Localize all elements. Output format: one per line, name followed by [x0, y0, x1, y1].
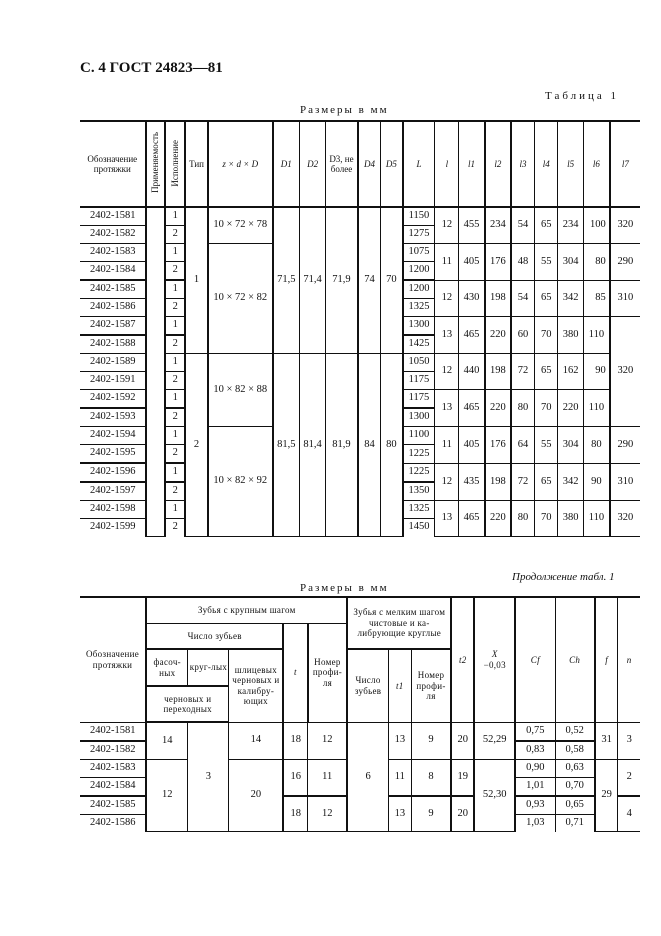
- l2-cell: 220: [485, 501, 511, 537]
- chamfer-cell: 12: [146, 759, 188, 832]
- header-t1: t1: [388, 649, 411, 722]
- profile-cell: 12: [308, 722, 348, 759]
- X-cell: 52,30: [474, 759, 515, 832]
- l-cell: 12: [435, 207, 459, 244]
- designation-cell: 2402-1589: [80, 354, 146, 372]
- header-D3: D3, не более: [326, 121, 358, 207]
- header-rough: черновых и переходных: [146, 686, 229, 722]
- l3-cell: 64: [511, 427, 535, 464]
- header-designation: Обозначение протяжки: [80, 121, 146, 207]
- type-cell: 1: [185, 207, 208, 354]
- l1-cell: 430: [459, 280, 485, 317]
- header-teeth-count: Число зубьев: [146, 623, 283, 649]
- l2-cell: 198: [485, 463, 511, 501]
- D3-cell: 71,9: [326, 207, 358, 354]
- l2-cell: 176: [485, 427, 511, 464]
- header-designation: Обозначение протяжки: [80, 597, 146, 722]
- designation-cell: 2402-1594: [80, 427, 146, 445]
- l7-cell: 320: [610, 501, 640, 537]
- designation-cell: 2402-1595: [80, 445, 146, 464]
- l1-cell: 405: [459, 244, 485, 281]
- Ch-cell: 0,71: [555, 814, 595, 832]
- header-Cf: Cf: [515, 597, 555, 722]
- Ch-cell: 0,52: [555, 722, 595, 741]
- header-t: t: [283, 623, 307, 722]
- spline-cell: 20: [229, 759, 284, 832]
- version-cell: 2: [165, 262, 185, 281]
- l6-cell: 110: [584, 501, 610, 537]
- l3-cell: 54: [511, 280, 535, 317]
- L-cell: 1300: [403, 317, 435, 336]
- D1-cell: 71,5: [273, 207, 300, 354]
- l2-cell: 220: [485, 390, 511, 427]
- t1-cell: 11: [388, 759, 411, 796]
- header-X-tolerance: −0,03: [483, 659, 506, 670]
- header-fine-teeth-count: Число зубьев: [347, 649, 388, 722]
- header-l6: l6: [584, 121, 610, 207]
- fine-profile-cell: 8: [411, 759, 451, 796]
- l4-cell: 55: [535, 427, 558, 464]
- l-cell: 11: [435, 427, 459, 464]
- header-l1: l1: [459, 121, 485, 207]
- l5-cell: 380: [558, 501, 584, 537]
- Cf-cell: 0,83: [515, 741, 555, 760]
- version-cell: 1: [165, 463, 185, 482]
- header-zdD: z × d × D: [208, 121, 273, 207]
- l1-cell: 435: [459, 463, 485, 501]
- zdD-cell: 10 × 82 × 92: [208, 427, 273, 537]
- l3-cell: 54: [511, 207, 535, 244]
- L-cell: 1425: [403, 335, 435, 354]
- Cf-cell: 1,03: [515, 814, 555, 832]
- L-cell: 1225: [403, 445, 435, 464]
- l5-cell: 162: [558, 354, 584, 390]
- profile-cell: 12: [308, 796, 348, 832]
- designation-cell: 2402-1599: [80, 519, 146, 537]
- Ch-cell: 0,63: [555, 759, 595, 777]
- table2-units-caption: Размеры в мм: [300, 582, 389, 594]
- header-l2: l2: [485, 121, 511, 207]
- fine-profile-cell: 9: [411, 796, 451, 832]
- L-cell: 1175: [403, 372, 435, 390]
- l1-cell: 465: [459, 501, 485, 537]
- l6-cell: 110: [584, 390, 610, 427]
- L-cell: 1150: [403, 207, 435, 226]
- f-cell: 29: [595, 759, 618, 832]
- l1-cell: 465: [459, 317, 485, 354]
- version-cell: 1: [165, 390, 185, 409]
- l2-cell: 198: [485, 354, 511, 390]
- l6-cell: 100: [584, 207, 610, 244]
- l4-cell: 65: [535, 354, 558, 390]
- l4-cell: 65: [535, 463, 558, 501]
- designation-cell: 2402-1597: [80, 482, 146, 501]
- Ch-cell: 0,70: [555, 777, 595, 796]
- header-fine-teeth: Зубья с мелким шагом чистовые и ка-либрующие круглые: [347, 597, 451, 649]
- L-cell: 1225: [403, 463, 435, 482]
- version-cell: 1: [165, 427, 185, 445]
- zdD-cell: 10 × 72 × 82: [208, 244, 273, 354]
- table-1: [80, 120, 640, 537]
- version-cell: 1: [165, 207, 185, 226]
- header-type: Тип: [185, 121, 208, 207]
- version-cell: 2: [165, 519, 185, 537]
- continuation-label: Продолжение табл. 1: [512, 571, 615, 583]
- l7-cell: 290: [610, 244, 640, 281]
- header-chamfer: фасоч-ных: [146, 649, 188, 686]
- L-cell: 1200: [403, 262, 435, 281]
- header-D4: D4: [358, 121, 381, 207]
- header-version: Исполнение: [170, 139, 181, 187]
- header-spline: шлицевых черновых и калибру-ющих: [229, 649, 284, 722]
- l3-cell: 48: [511, 244, 535, 281]
- l5-cell: 304: [558, 244, 584, 281]
- l-cell: 13: [435, 390, 459, 427]
- l1-cell: 440: [459, 354, 485, 390]
- table1-label: Таблица 1: [545, 90, 620, 102]
- designation-cell: 2402-1586: [80, 299, 146, 317]
- D4-cell: 74: [358, 207, 381, 354]
- header-coarse-teeth: Зубья с крупным шагом: [146, 597, 347, 623]
- table-row: [80, 207, 640, 226]
- n-cell: 4: [618, 796, 640, 832]
- l1-cell: 405: [459, 427, 485, 464]
- l6-cell: 80: [584, 427, 610, 464]
- zdD-cell: 10 × 82 × 88: [208, 354, 273, 427]
- D2-cell: 81,4: [300, 354, 326, 537]
- l2-cell: 176: [485, 244, 511, 281]
- header-applicability: Применяемость: [150, 132, 161, 194]
- page-header: С. 4 ГОСТ 24823—81: [80, 60, 223, 76]
- l1-cell: 455: [459, 207, 485, 244]
- profile-cell: 11: [308, 759, 348, 796]
- version-cell: 2: [165, 445, 185, 464]
- L-cell: 1175: [403, 390, 435, 409]
- l5-cell: 234: [558, 207, 584, 244]
- version-cell: 2: [165, 372, 185, 390]
- version-cell: 2: [165, 299, 185, 317]
- t-cell: 18: [283, 796, 307, 832]
- L-cell: 1450: [403, 519, 435, 537]
- applicability-cell: [146, 207, 166, 536]
- l2-cell: 234: [485, 207, 511, 244]
- l1-cell: 465: [459, 390, 485, 427]
- header-fine-profile: Номер профи-ля: [411, 649, 451, 722]
- designation-cell: 2402-1585: [80, 280, 146, 299]
- l5-cell: 220: [558, 390, 584, 427]
- header-X: [474, 597, 515, 722]
- D3-cell: 81,9: [326, 354, 358, 537]
- D5-cell: 80: [381, 354, 403, 537]
- header-l5: l5: [558, 121, 584, 207]
- designation-cell: 2402-1584: [80, 777, 146, 796]
- header-X-label: X: [491, 649, 498, 660]
- l3-cell: 80: [511, 501, 535, 537]
- l3-cell: 80: [511, 390, 535, 427]
- designation-cell: 2402-1581: [80, 207, 146, 226]
- L-cell: 1075: [403, 244, 435, 262]
- designation-cell: 2402-1592: [80, 390, 146, 409]
- version-cell: 1: [165, 280, 185, 299]
- table-row: [80, 722, 640, 741]
- L-cell: 1325: [403, 299, 435, 317]
- l4-cell: 70: [535, 317, 558, 354]
- Cf-cell: 0,90: [515, 759, 555, 777]
- l5-cell: 380: [558, 317, 584, 354]
- version-cell: 2: [165, 408, 185, 427]
- l2-cell: 198: [485, 280, 511, 317]
- L-cell: 1275: [403, 226, 435, 244]
- l5-cell: 304: [558, 427, 584, 464]
- version-cell: 2: [165, 482, 185, 501]
- t1-cell: 13: [388, 796, 411, 832]
- l-cell: 12: [435, 280, 459, 317]
- l5-cell: 342: [558, 280, 584, 317]
- l5-cell: 342: [558, 463, 584, 501]
- Cf-cell: 1,01: [515, 777, 555, 796]
- spline-cell: 14: [229, 722, 284, 759]
- l4-cell: 65: [535, 207, 558, 244]
- version-cell: 1: [165, 317, 185, 336]
- t2-cell: 20: [451, 796, 474, 832]
- D5-cell: 70: [381, 207, 403, 354]
- l-cell: 12: [435, 354, 459, 390]
- l6-cell: 90: [584, 463, 610, 501]
- L-cell: 1200: [403, 280, 435, 299]
- l6-cell: 80: [584, 244, 610, 281]
- l7-cell: 320: [610, 207, 640, 244]
- l-cell: 13: [435, 317, 459, 354]
- zdD-cell: 10 × 72 × 78: [208, 207, 273, 244]
- Ch-cell: 0,65: [555, 796, 595, 815]
- designation-cell: 2402-1586: [80, 814, 146, 832]
- l2-cell: 220: [485, 317, 511, 354]
- D2-cell: 71,4: [300, 207, 326, 354]
- header-l4: l4: [535, 121, 558, 207]
- t-cell: 16: [283, 759, 307, 796]
- fine-profile-cell: 9: [411, 722, 451, 759]
- header-n: n: [618, 597, 640, 722]
- header-l: l: [435, 121, 459, 207]
- X-cell: 52,29: [474, 722, 515, 759]
- designation-cell: 2402-1583: [80, 759, 146, 777]
- l7-cell: 310: [610, 280, 640, 317]
- header-Ch: Ch: [555, 597, 595, 722]
- L-cell: 1325: [403, 501, 435, 519]
- l7-cell: 290: [610, 427, 640, 464]
- L-cell: 1350: [403, 482, 435, 501]
- l3-cell: 60: [511, 317, 535, 354]
- l6-cell: 90: [584, 354, 610, 390]
- header-l3: l3: [511, 121, 535, 207]
- t-cell: 18: [283, 722, 307, 759]
- D1-cell: 81,5: [273, 354, 300, 537]
- Ch-cell: 0,58: [555, 741, 595, 760]
- Cf-cell: 0,75: [515, 722, 555, 741]
- header-D1: D1: [273, 121, 300, 207]
- designation-cell: 2402-1588: [80, 335, 146, 354]
- designation-cell: 2402-1582: [80, 741, 146, 760]
- l-cell: 11: [435, 244, 459, 281]
- header-L: L: [403, 121, 435, 207]
- t2-cell: 20: [451, 722, 474, 759]
- designation-cell: 2402-1593: [80, 408, 146, 427]
- l4-cell: 65: [535, 280, 558, 317]
- version-cell: 2: [165, 226, 185, 244]
- l3-cell: 72: [511, 463, 535, 501]
- designation-cell: 2402-1587: [80, 317, 146, 336]
- t1-cell: 13: [388, 722, 411, 759]
- fine-teeth-cell: 6: [347, 722, 388, 832]
- designation-cell: 2402-1596: [80, 463, 146, 482]
- type-cell: 2: [185, 354, 208, 537]
- header-round: круг-лых: [188, 649, 229, 686]
- f-cell: 31: [595, 722, 618, 759]
- l7-cell: 310: [610, 463, 640, 501]
- designation-cell: 2402-1582: [80, 226, 146, 244]
- t2-cell: 19: [451, 759, 474, 796]
- round-cell: 3: [188, 722, 229, 832]
- L-cell: 1300: [403, 408, 435, 427]
- version-cell: 2: [165, 335, 185, 354]
- L-cell: 1050: [403, 354, 435, 372]
- designation-cell: 2402-1583: [80, 244, 146, 262]
- n-cell: 3: [618, 722, 640, 759]
- table1-units-caption: Размеры в мм: [300, 104, 389, 116]
- Cf-cell: 0,93: [515, 796, 555, 815]
- l4-cell: 70: [535, 501, 558, 537]
- l-cell: 12: [435, 463, 459, 501]
- l6-cell: 85: [584, 280, 610, 317]
- version-cell: 1: [165, 501, 185, 519]
- table-1-continuation: [80, 596, 640, 832]
- l4-cell: 70: [535, 390, 558, 427]
- l-cell: 13: [435, 501, 459, 537]
- designation-cell: 2402-1591: [80, 372, 146, 390]
- l3-cell: 72: [511, 354, 535, 390]
- l4-cell: 55: [535, 244, 558, 281]
- l6-cell: 110: [584, 317, 610, 354]
- header-profile-no: Номер профи-ля: [308, 623, 348, 722]
- header-D2: D2: [300, 121, 326, 207]
- n-cell: 2: [618, 759, 640, 796]
- header-l7: l7: [610, 121, 640, 207]
- header-D5: D5: [381, 121, 403, 207]
- L-cell: 1100: [403, 427, 435, 445]
- designation-cell: 2402-1585: [80, 796, 146, 815]
- designation-cell: 2402-1598: [80, 501, 146, 519]
- version-cell: 1: [165, 354, 185, 372]
- chamfer-cell: 14: [146, 722, 188, 759]
- header-f: f: [595, 597, 618, 722]
- D4-cell: 84: [358, 354, 381, 537]
- header-t2: t2: [451, 597, 474, 722]
- designation-cell: 2402-1581: [80, 722, 146, 741]
- designation-cell: 2402-1584: [80, 262, 146, 281]
- version-cell: 1: [165, 244, 185, 262]
- l7-cell: 320: [610, 317, 640, 427]
